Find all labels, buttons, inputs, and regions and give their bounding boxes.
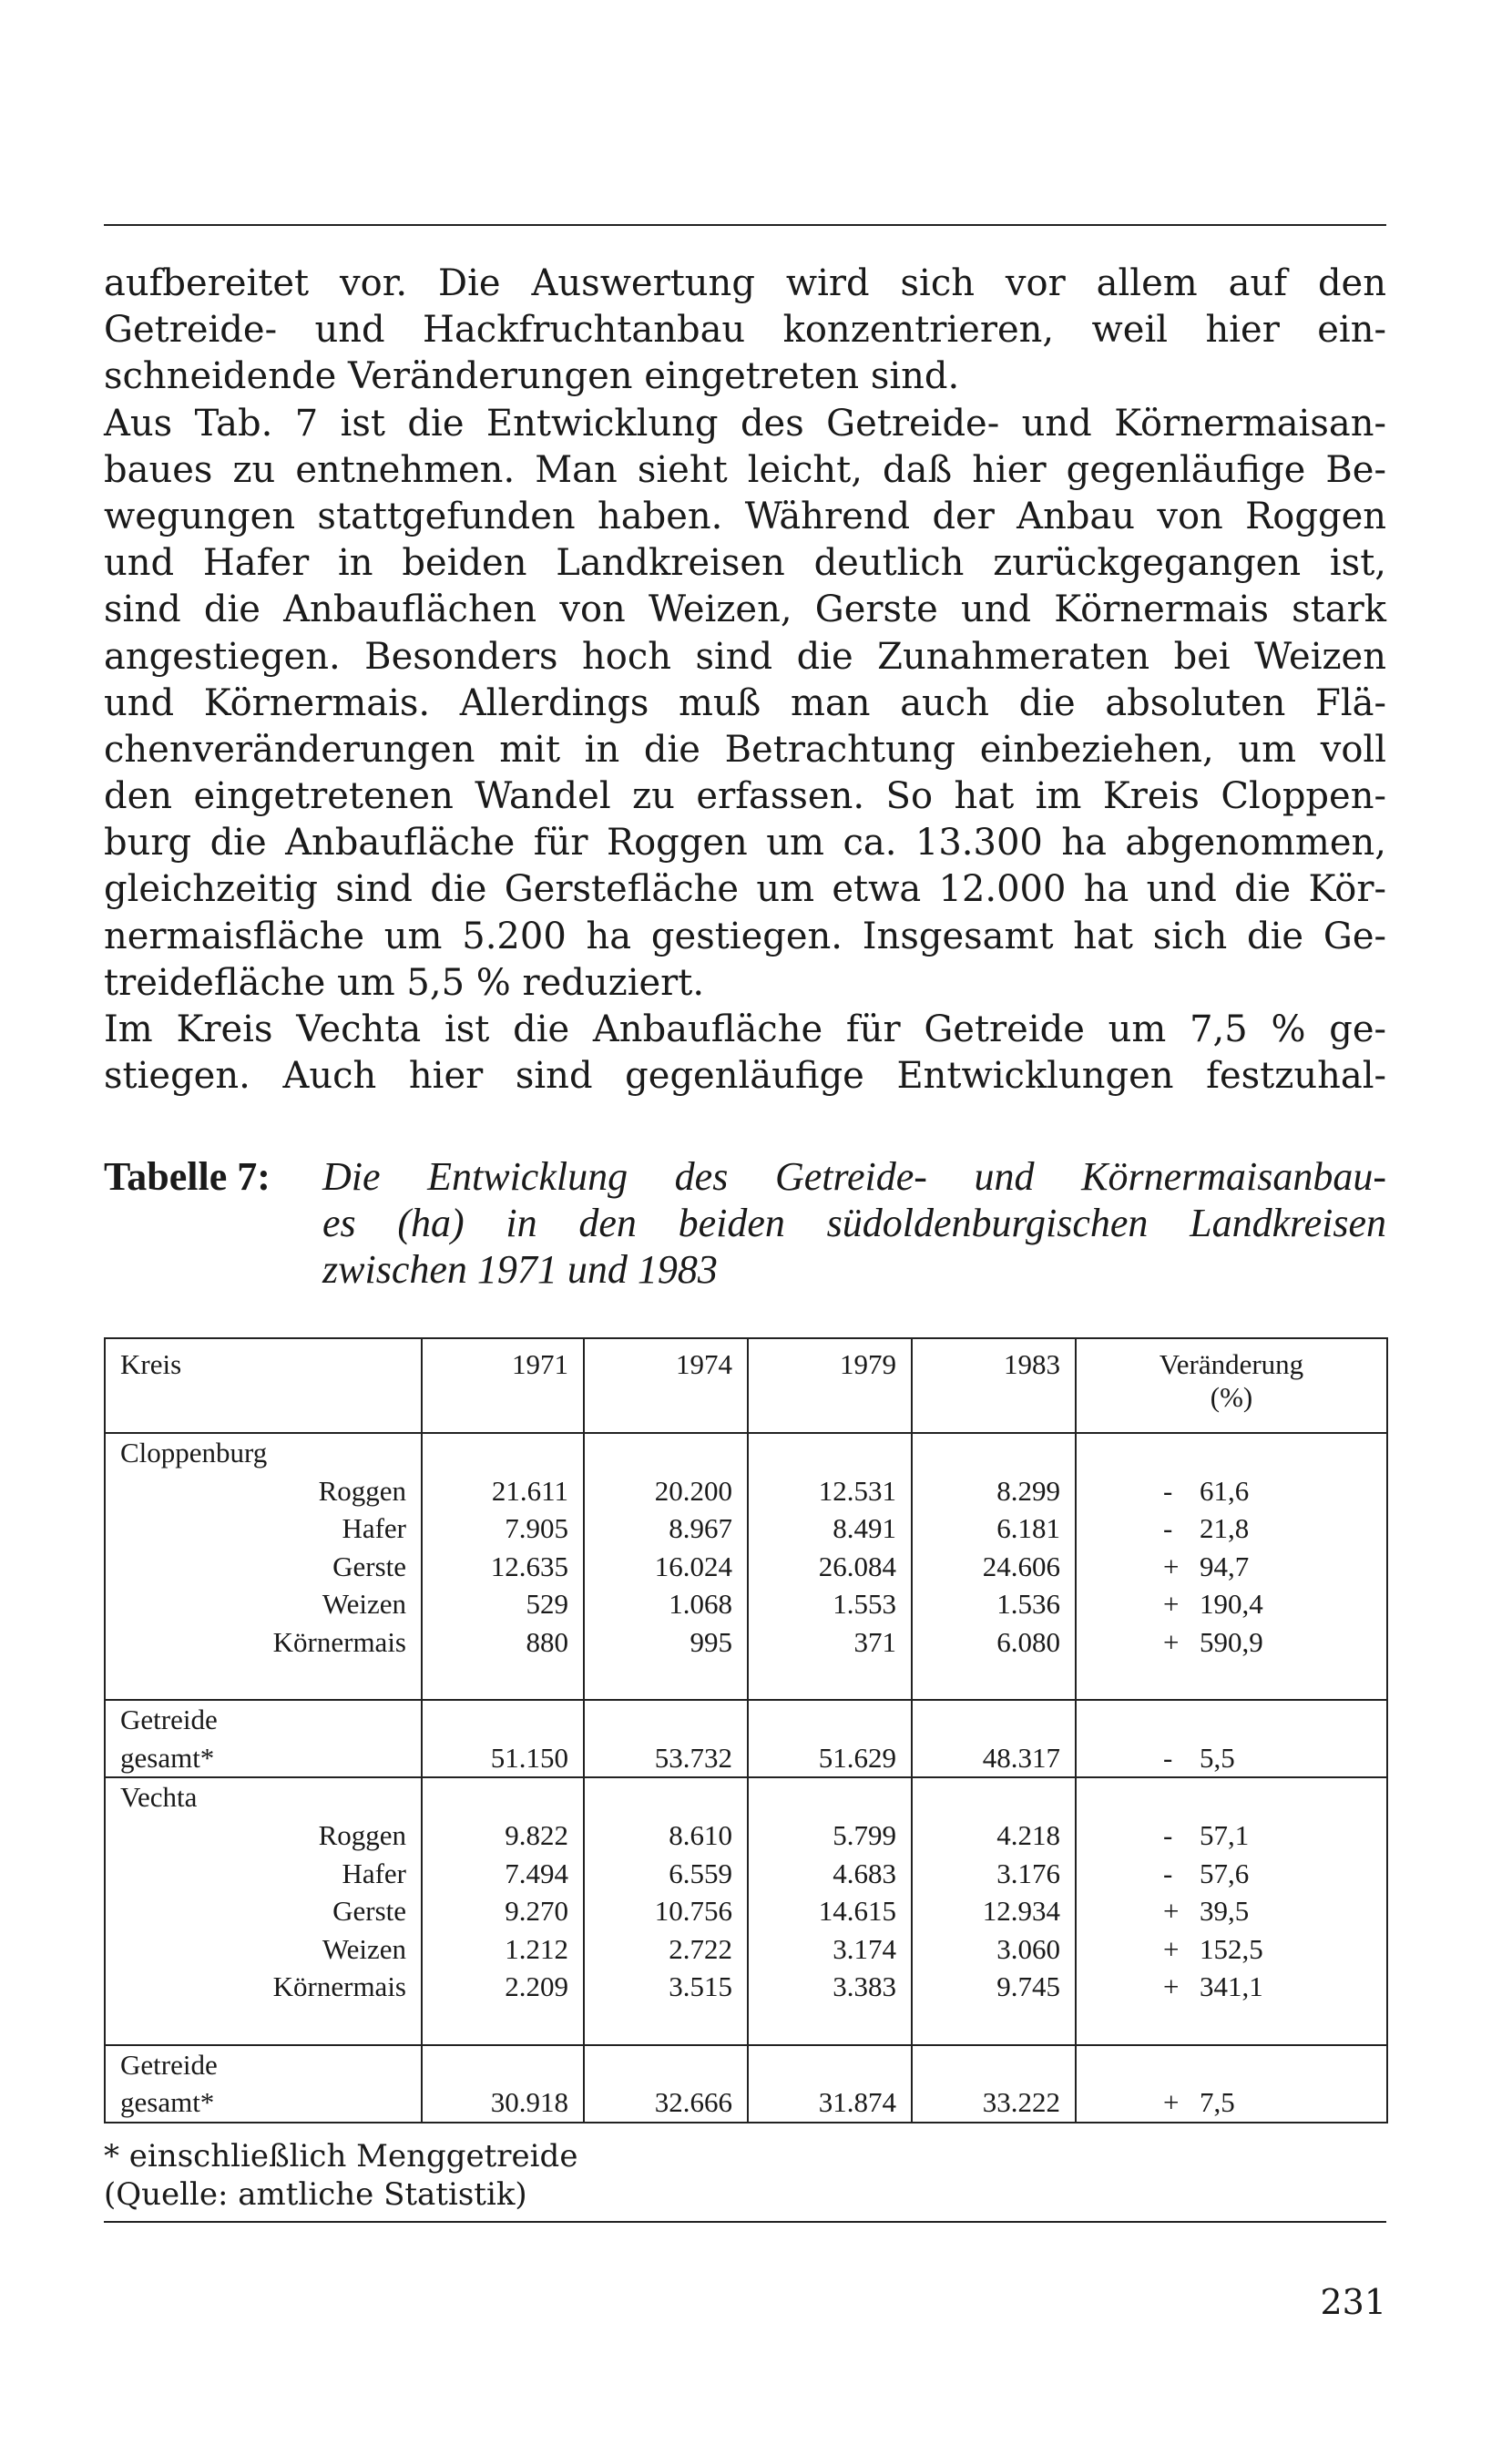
table-cell: 9.745: [912, 1968, 1076, 2006]
change-cell: [1076, 1816, 1387, 1855]
table-cell: 21.611: [422, 1472, 584, 1510]
table-cell: 12.934: [912, 1892, 1076, 1930]
text-line: burg die Anbaufläche für Roggen um ca. 13.300 ha abgenommen,: [104, 822, 1386, 865]
table-cell: 880: [422, 1623, 584, 1662]
caption-line: zwischen 1971 und 1983: [322, 1247, 718, 1292]
table-row: [105, 2083, 1387, 2123]
change-value: 5,5: [1200, 1741, 1235, 1774]
table-row: [105, 1509, 1387, 1548]
caption-title: [322, 1153, 1386, 1293]
text-line: und Hafer in beiden Landkreisen deutlich zurückgegangen ist,: [104, 542, 1386, 585]
total-label: Getreide: [105, 2045, 422, 2084]
text-line: Aus Tab. 7 ist die Entwicklung des Getreide- und Körnermaisan-: [104, 402, 1386, 445]
table-row: [105, 1816, 1387, 1855]
change-cell: [1076, 1739, 1387, 1778]
table-row: [105, 1968, 1387, 2006]
crop-label: Roggen: [105, 1816, 422, 1855]
text-line: Getreide- und Hackfruchtanbau konzentrieren, weil hier ein-: [104, 309, 1386, 352]
text-line: nermaisfläche um 5.200 ha gestiegen. Insgesamt hat sich die Ge-: [104, 915, 1386, 957]
table-cell: 8.491: [748, 1509, 912, 1548]
header-1983: 1983: [912, 1338, 1076, 1433]
table-cell: 51.629: [748, 1739, 912, 1778]
table-cell: 12.635: [422, 1548, 584, 1586]
table-cell: 1.536: [912, 1585, 1076, 1623]
header-veraenderung: [1076, 1338, 1387, 1433]
change-sign: +: [1163, 1588, 1180, 1621]
change-cell: [1076, 1968, 1387, 2006]
table-row: [105, 1548, 1387, 1586]
total-label: Getreide: [105, 1700, 422, 1739]
table-row: [105, 1892, 1387, 1930]
table-cell: 30.918: [422, 2083, 584, 2123]
table-cell: 24.606: [912, 1548, 1076, 1586]
change-cell: [1076, 1585, 1387, 1623]
table-row: [105, 1662, 1387, 1701]
group-name-cloppenburg: Cloppenburg: [105, 1433, 422, 1472]
header-kreis: Kreis: [105, 1338, 422, 1433]
table-cell: 16.024: [584, 1548, 748, 1586]
change-sign: +: [1163, 1970, 1180, 2003]
table-row: [105, 1472, 1387, 1510]
table-cell: 8.967: [584, 1509, 748, 1548]
crop-label: Weizen: [105, 1585, 422, 1623]
text-line: sind die Anbauflächen von Weizen, Gerste und Körnermais stark: [104, 588, 1386, 631]
table-cell: 3.515: [584, 1968, 748, 2006]
text-line: stiegen. Auch hier sind gegenläufige Entwicklungen festzuhal-: [104, 1055, 1386, 1098]
change-value: 57,1: [1200, 1818, 1250, 1851]
data-table: [104, 1337, 1388, 2123]
change-sign: +: [1163, 1625, 1180, 1658]
table-cell: 6.080: [912, 1623, 1076, 1662]
table-cell: 2.209: [422, 1968, 584, 2006]
change-sign: +: [1163, 2086, 1180, 2119]
table-cell: 1.212: [422, 1930, 584, 1969]
change-cell: [1076, 1855, 1387, 1893]
table-row: [105, 2006, 1387, 2045]
table-row: [105, 1739, 1387, 1778]
header-1979: 1979: [748, 1338, 912, 1433]
table-cell: 14.615: [748, 1892, 912, 1930]
change-value: 152,5: [1200, 1932, 1263, 1965]
table-cell: 10.756: [584, 1892, 748, 1930]
table-cell: 3.176: [912, 1855, 1076, 1893]
crop-label: Gerste: [105, 1548, 422, 1586]
crop-label: Roggen: [105, 1472, 422, 1510]
caption-line: Die Entwicklung des Getreide- und Körnermaisanbau-: [322, 1154, 1386, 1199]
change-cell: [1076, 1623, 1387, 1662]
change-value: 21,8: [1200, 1512, 1250, 1545]
table-row: [105, 1930, 1387, 1969]
table-row: [105, 1855, 1387, 1893]
table-cell: 31.874: [748, 2083, 912, 2123]
table-cell: 3.383: [748, 1968, 912, 2006]
change-value: 341,1: [1200, 1970, 1263, 2003]
text-line: gleichzeitig sind die Gerstefläche um etwa 12.000 ha und die Kör-: [104, 868, 1386, 911]
body-text: [104, 261, 1386, 1100]
change-sign: +: [1163, 1895, 1180, 1928]
header-1971: 1971: [422, 1338, 584, 1433]
table-cell: 48.317: [912, 1739, 1076, 1778]
page-number: 231: [1320, 2282, 1386, 2322]
table-cell: 3.060: [912, 1930, 1076, 1969]
text-line: und Körnermais. Allerdings muß man auch die absoluten Flä-: [104, 681, 1386, 724]
table-header-row: [105, 1338, 1387, 1433]
change-value: 590,9: [1200, 1625, 1263, 1658]
change-sign: +: [1163, 1550, 1180, 1582]
change-value: 61,6: [1200, 1474, 1250, 1507]
table-cell: 6.181: [912, 1509, 1076, 1548]
text-line: aufbereitet vor. Die Auswertung wird sich vor allem auf den: [104, 262, 1386, 304]
table-cell: 371: [748, 1623, 912, 1662]
change-cell: [1076, 1548, 1387, 1586]
table-cell: 6.559: [584, 1855, 748, 1893]
change-cell: [1076, 1930, 1387, 1969]
table-cell: 4.683: [748, 1855, 912, 1893]
table-row: [105, 1700, 1387, 1739]
table-cell: 4.218: [912, 1816, 1076, 1855]
footnote-line: * einschließlich Menggetreide: [104, 2138, 578, 2175]
text-line: schneidende Veränderungen eingetreten sind.: [104, 355, 960, 398]
change-cell: [1076, 1509, 1387, 1548]
table-cell: 53.732: [584, 1739, 748, 1778]
table-cell: 8.299: [912, 1472, 1076, 1510]
change-sign: -: [1163, 1857, 1173, 1889]
caption-label: Tabelle 7:: [104, 1154, 271, 1199]
change-sign: -: [1163, 1474, 1173, 1507]
table-cell: 7.494: [422, 1855, 584, 1893]
text-line: baues zu entnehmen. Man sieht leicht, daß hier gegenläufige Be-: [104, 448, 1386, 491]
table-cell: 7.905: [422, 1509, 584, 1548]
change-cell: [1076, 1892, 1387, 1930]
change-value: 7,5: [1200, 2086, 1235, 2119]
change-sign: -: [1163, 1741, 1173, 1774]
text-line: chenveränderungen mit in die Betrachtung einbeziehen, um voll: [104, 728, 1386, 771]
table-cell: 9.822: [422, 1816, 584, 1855]
crop-label: Körnermais: [105, 1623, 422, 1662]
change-cell: [1076, 2083, 1387, 2123]
table-cell: 1.068: [584, 1585, 748, 1623]
group-name-vechta: Vechta: [105, 1777, 422, 1816]
crop-label: Weizen: [105, 1930, 422, 1969]
table-cell: 20.200: [584, 1472, 748, 1510]
table-cell: 529: [422, 1585, 584, 1623]
crop-label: Hafer: [105, 1509, 422, 1548]
table-row: [105, 1585, 1387, 1623]
text-line: wegungen stattgefunden haben. Während der Anbau von Roggen: [104, 495, 1386, 537]
change-sign: +: [1163, 1932, 1180, 1965]
text-line: den eingetretenen Wandel zu erfassen. So hat im Kreis Cloppen-: [104, 775, 1386, 818]
total-label: gesamt*: [105, 1739, 422, 1778]
change-value: 39,5: [1200, 1895, 1250, 1928]
table-cell: 1.553: [748, 1585, 912, 1623]
source-line: (Quelle: amtliche Statistik): [104, 2176, 527, 2213]
table-cell: 995: [584, 1623, 748, 1662]
text-line: angestiegen. Besonders hoch sind die Zunahmeraten bei Weizen: [104, 635, 1386, 678]
header-veraenderung-unit: (%): [1210, 1381, 1253, 1413]
top-rule: [104, 224, 1386, 226]
table-row: [105, 1433, 1387, 1472]
table-cell: 51.150: [422, 1739, 584, 1778]
table-footnote: [104, 2137, 577, 2214]
total-label: gesamt*: [105, 2083, 422, 2123]
crop-label: Gerste: [105, 1892, 422, 1930]
table-cell: 9.270: [422, 1892, 584, 1930]
change-sign: -: [1163, 1512, 1173, 1545]
header-veraenderung-label: Veränderung: [1159, 1348, 1304, 1380]
table-row: [105, 1623, 1387, 1662]
table-cell: 8.610: [584, 1816, 748, 1855]
caption-line: es (ha) in den beiden südoldenburgischen Landkreisen: [322, 1201, 1386, 1245]
table-cell: 33.222: [912, 2083, 1076, 2123]
table-cell: 26.084: [748, 1548, 912, 1586]
table-cell: 3.174: [748, 1930, 912, 1969]
bottom-rule: [104, 2221, 1386, 2223]
table-cell: 32.666: [584, 2083, 748, 2123]
table-cell: 5.799: [748, 1816, 912, 1855]
table-cell: 2.722: [584, 1930, 748, 1969]
text-line: treidefläche um 5,5 % reduziert.: [104, 961, 705, 1004]
table-cell: 12.531: [748, 1472, 912, 1510]
change-value: 94,7: [1200, 1550, 1250, 1582]
change-sign: -: [1163, 1818, 1173, 1851]
table-row: [105, 2045, 1387, 2084]
text-line: Im Kreis Vechta ist die Anbaufläche für Getreide um 7,5 % ge-: [104, 1008, 1386, 1050]
change-value: 57,6: [1200, 1857, 1250, 1889]
header-1974: 1974: [584, 1338, 748, 1433]
table-row: [105, 1777, 1387, 1816]
crop-label: Hafer: [105, 1855, 422, 1893]
crop-label: Körnermais: [105, 1968, 422, 2006]
change-value: 190,4: [1200, 1588, 1263, 1621]
change-cell: [1076, 1472, 1387, 1510]
